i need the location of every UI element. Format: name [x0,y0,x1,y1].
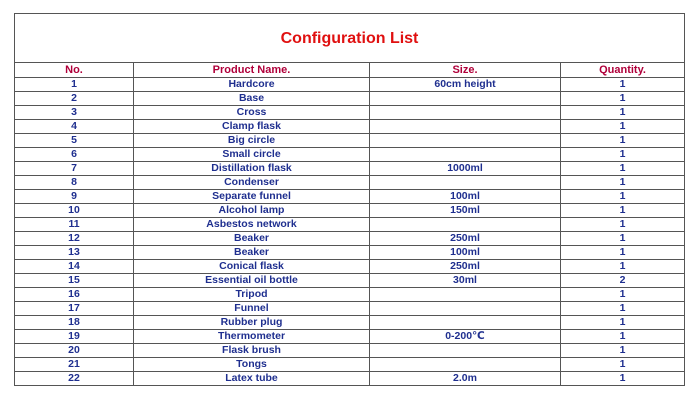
cell-quantity: 1 [561,288,685,302]
cell-no: 8 [15,176,134,190]
table-row [15,330,685,344]
table-row [15,302,685,316]
cell-no: 18 [15,316,134,330]
cell-size [370,106,561,120]
cell-no: 20 [15,344,134,358]
cell-no: 16 [15,288,134,302]
cell-product-name: Clamp flask [134,120,370,134]
cell-no: 22 [15,372,134,386]
cell-size [370,302,561,316]
header-row [15,63,685,78]
cell-no: 14 [15,260,134,274]
cell-quantity: 1 [561,218,685,232]
cell-product-name: Small circle [134,148,370,162]
cell-size [370,92,561,106]
table-row [15,288,685,302]
cell-quantity: 1 [561,344,685,358]
cell-no: 11 [15,218,134,232]
cell-product-name: Asbestos network [134,218,370,232]
cell-quantity: 1 [561,176,685,190]
cell-quantity: 1 [561,246,685,260]
title-row [15,14,685,63]
table-row [15,358,685,372]
table-row [15,92,685,106]
cell-size [370,120,561,134]
cell-no: 21 [15,358,134,372]
table-row [15,204,685,218]
cell-quantity: 1 [561,92,685,106]
cell-no: 4 [15,120,134,134]
table-row [15,190,685,204]
table-row [15,176,685,190]
cell-quantity: 1 [561,148,685,162]
cell-quantity: 1 [561,162,685,176]
cell-size [370,148,561,162]
cell-product-name: Latex tube [134,372,370,386]
table-row [15,162,685,176]
cell-quantity: 1 [561,106,685,120]
cell-quantity: 1 [561,204,685,218]
cell-no: 7 [15,162,134,176]
cell-no: 2 [15,92,134,106]
header-product-name: Product Name. [134,63,370,78]
table-row [15,344,685,358]
cell-product-name: Funnel [134,302,370,316]
cell-quantity: 1 [561,190,685,204]
cell-quantity: 1 [561,134,685,148]
cell-size [370,316,561,330]
cell-product-name: Conical flask [134,260,370,274]
cell-no: 5 [15,134,134,148]
cell-product-name: Flask brush [134,344,370,358]
cell-product-name: Cross [134,106,370,120]
cell-product-name: Distillation flask [134,162,370,176]
cell-size: 0-200℃ [370,330,561,344]
cell-product-name: Hardcore [134,78,370,92]
cell-size: 100ml [370,246,561,260]
table-row [15,218,685,232]
configuration-table [14,13,685,386]
table-row [15,372,685,386]
cell-quantity: 1 [561,78,685,92]
cell-product-name: Base [134,92,370,106]
table-row [15,316,685,330]
configuration-sheet [14,13,684,386]
cell-size: 250ml [370,260,561,274]
cell-size: 250ml [370,232,561,246]
cell-size: 30ml [370,274,561,288]
cell-no: 13 [15,246,134,260]
table-row [15,260,685,274]
cell-quantity: 1 [561,232,685,246]
table-row [15,120,685,134]
table-row [15,134,685,148]
cell-product-name: Tongs [134,358,370,372]
cell-product-name: Beaker [134,246,370,260]
cell-product-name: Beaker [134,232,370,246]
table-row [15,246,685,260]
header-quantity: Quantity. [561,63,685,78]
cell-no: 19 [15,330,134,344]
cell-size: 1000ml [370,162,561,176]
cell-quantity: 1 [561,260,685,274]
cell-size: 60cm height [370,78,561,92]
cell-no: 9 [15,190,134,204]
cell-quantity: 1 [561,372,685,386]
cell-size: 2.0m [370,372,561,386]
cell-size: 150ml [370,204,561,218]
cell-product-name: Thermometer [134,330,370,344]
cell-size [370,288,561,302]
header-no: No. [15,63,134,78]
cell-size [370,344,561,358]
cell-product-name: Rubber plug [134,316,370,330]
table-body [15,78,685,386]
cell-product-name: Big circle [134,134,370,148]
cell-product-name: Alcohol lamp [134,204,370,218]
cell-quantity: 1 [561,358,685,372]
cell-quantity: 1 [561,330,685,344]
cell-no: 6 [15,148,134,162]
cell-no: 12 [15,232,134,246]
cell-quantity: 1 [561,316,685,330]
table-row [15,78,685,92]
cell-product-name: Essential oil bottle [134,274,370,288]
cell-no: 10 [15,204,134,218]
cell-size [370,218,561,232]
cell-no: 17 [15,302,134,316]
cell-size [370,134,561,148]
header-size: Size. [370,63,561,78]
cell-size [370,176,561,190]
table-title: Configuration List [15,14,685,63]
cell-no: 3 [15,106,134,120]
cell-size: 100ml [370,190,561,204]
cell-product-name: Separate funnel [134,190,370,204]
table-row [15,232,685,246]
cell-product-name: Condenser [134,176,370,190]
cell-no: 15 [15,274,134,288]
cell-no: 1 [15,78,134,92]
cell-quantity: 1 [561,302,685,316]
cell-quantity: 1 [561,120,685,134]
table-row [15,106,685,120]
cell-size [370,358,561,372]
table-row [15,274,685,288]
cell-product-name: Tripod [134,288,370,302]
table-row [15,148,685,162]
cell-quantity: 2 [561,274,685,288]
